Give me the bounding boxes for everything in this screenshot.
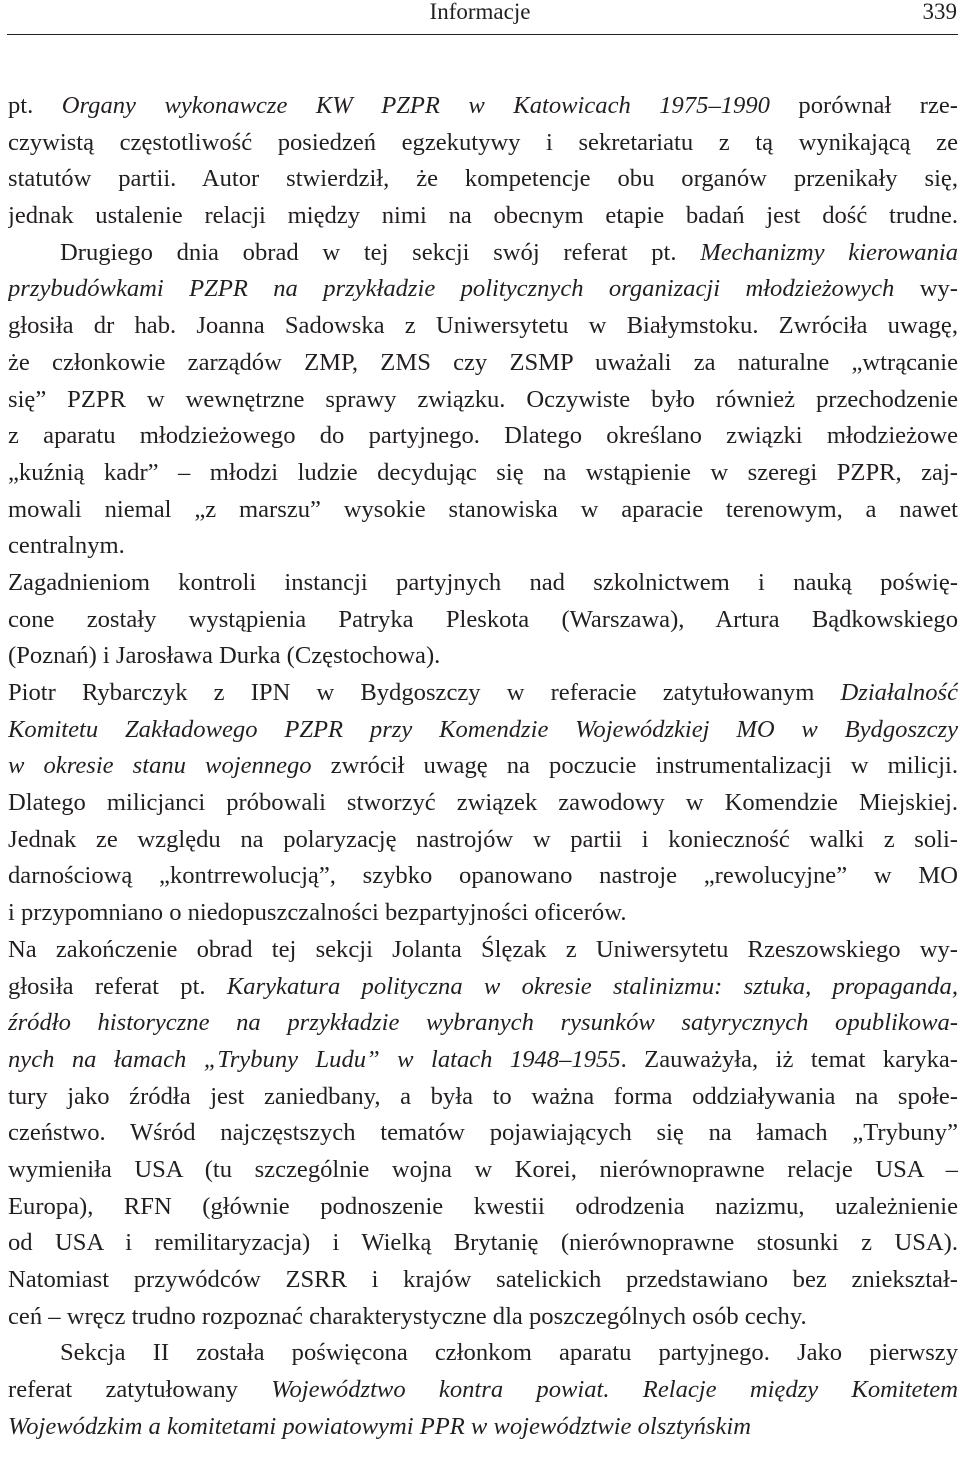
text-line bbox=[8, 822, 958, 859]
text-line bbox=[8, 1189, 958, 1226]
header-rule bbox=[7, 34, 958, 35]
italic-title-text: Działalność bbox=[840, 679, 958, 706]
text-run: pt. bbox=[8, 92, 62, 119]
italic-title-text: Komitetu Zakładowego PZPR przy Komendzie Wojewódzkiej MO w Bydgoszczy bbox=[8, 715, 958, 743]
text-run: i przypomniano o niedopuszczalności bezpartyjności oficerów. bbox=[8, 899, 627, 927]
text-run: wymieniła USA (tu szczególnie wojna w Korei, nierównoprawne relacje USA – bbox=[8, 1155, 958, 1183]
italic-title-text: Mechanizmy kierowania bbox=[700, 238, 958, 266]
text-run: zwrócił uwagę na poczucie instrumentalizacji w milicji. bbox=[311, 752, 958, 780]
text-line bbox=[8, 1262, 958, 1299]
body-text bbox=[8, 88, 958, 1445]
text-run: ceń – wręcz trudno rozpoznać charakterystyczne dla poszczególnych osób cechy. bbox=[8, 1302, 807, 1330]
text-run: głosiła dr hab. Joanna Sadowska z Uniwersytetu w Białymstoku. Zwróciła uwagę, bbox=[8, 312, 958, 340]
text-line bbox=[8, 602, 958, 639]
text-run: wy- bbox=[894, 275, 958, 303]
text-line bbox=[8, 382, 958, 419]
text-run: Europa), RFN (głównie podnoszenie kwestii odrodzenia nazizmu, uzależnienie bbox=[8, 1192, 958, 1220]
text-run: Sekcja II została poświęcona członkom aparatu partyjnego. Jako pierwszy bbox=[60, 1339, 958, 1367]
text-run: że członkowie zarządów ZMP, ZMS czy ZSMP uważali za naturalne „wtrącanie bbox=[8, 348, 958, 376]
text-run: centralnym. bbox=[8, 532, 125, 560]
text-line bbox=[8, 748, 958, 785]
text-run: Piotr Rybarczyk z IPN w Bydgoszczy w referacie zatytułowanym bbox=[8, 679, 841, 706]
italic-title-text: Organy wykonawcze KW PZPR w Katowicach 1975–1990 bbox=[61, 92, 770, 119]
text-run: statutów partii. Autor stwierdził, że kompetencje obu organów przenikały się, bbox=[8, 165, 958, 193]
text-line bbox=[8, 271, 958, 308]
text-line bbox=[8, 1115, 958, 1152]
text-line bbox=[8, 565, 958, 602]
text-run: (Poznań) i Jarosława Durka (Częstochowa). bbox=[8, 642, 441, 670]
text-line bbox=[8, 638, 958, 675]
text-line bbox=[8, 932, 958, 969]
text-line bbox=[8, 455, 958, 492]
text-run: Zagadnieniom kontroli instancji partyjnych nad szkolnictwem i nauką poświę- bbox=[8, 568, 958, 596]
text-run: czywistą częstotliwość posiedzeń egzekutywy i sekretariatu z tą wynikającą ze bbox=[8, 128, 958, 156]
text-run: od USA i remilitaryzacja) i Wielką Brytanię (nierównoprawne stosunki z USA). bbox=[8, 1229, 958, 1257]
text-line bbox=[8, 858, 958, 895]
text-run: . Zauważyła, iż temat karyka- bbox=[620, 1045, 958, 1073]
text-line bbox=[8, 1042, 958, 1079]
text-run: głosiła referat pt. bbox=[8, 972, 227, 1000]
text-line bbox=[8, 675, 958, 712]
text-line bbox=[8, 492, 958, 529]
text-line bbox=[8, 969, 958, 1006]
page-number: 339 bbox=[922, 0, 957, 24]
text-line bbox=[8, 1409, 958, 1446]
text-run: Dlatego milicjanci próbowali stworzyć związek zawodowy w Komendzie Miejskiej. bbox=[8, 789, 958, 817]
text-line bbox=[8, 1152, 958, 1189]
text-line bbox=[8, 1079, 958, 1116]
running-title: Informacje bbox=[429, 0, 531, 24]
text-run: tury jako źródła jest zaniedbany, a była to ważna forma oddziaływania na społe- bbox=[8, 1082, 958, 1110]
text-line bbox=[8, 1005, 958, 1042]
text-run: Drugiego dnia obrad w tej sekcji swój referat pt. bbox=[60, 238, 701, 266]
text-line bbox=[8, 308, 958, 345]
text-line bbox=[8, 235, 958, 272]
text-line bbox=[8, 1335, 958, 1372]
text-run: się” PZPR w wewnętrzne sprawy związku. Oczywiste było również przechodzenie bbox=[8, 385, 958, 413]
text-line bbox=[8, 418, 958, 455]
text-line bbox=[8, 1299, 958, 1336]
text-line bbox=[8, 712, 958, 749]
text-run: z aparatu młodzieżowego do partyjnego. Dlatego określano związki młodzieżowe bbox=[8, 422, 958, 450]
text-line bbox=[8, 528, 958, 565]
text-run: Natomiast przywódców ZSRR i krajów satelickich przedstawiano bez zniekształ- bbox=[8, 1266, 958, 1293]
text-line bbox=[8, 1225, 958, 1262]
text-run: referat zatytułowany bbox=[8, 1376, 272, 1404]
text-line bbox=[8, 88, 958, 125]
italic-title-text: nych na łamach „Trybuny Ludu” w latach 1948–1955 bbox=[8, 1045, 621, 1073]
text-line bbox=[8, 161, 958, 198]
italic-title-text: Województwo kontra powiat. Relacje między Komitetem bbox=[271, 1376, 958, 1404]
text-run: jednak ustalenie relacji między nimi na obecnym etapie badań jest dość trudne. bbox=[8, 202, 958, 230]
italic-title-text: źródło historyczne na przykładzie wybranych rysunków satyrycznych opublikowa- bbox=[8, 1009, 958, 1037]
text-run: cone zostały wystąpienia Patryka Pleskota (Warszawa), Artura Bądkowskiego bbox=[8, 605, 958, 633]
italic-title-text: Karykatura polityczna w okresie stalinizmu: sztuka, propaganda, bbox=[226, 972, 958, 1000]
text-line bbox=[8, 1372, 958, 1409]
running-header bbox=[0, 0, 960, 36]
text-run: czeństwo. Wśród najczęstszych tematów pojawiających się na łamach „Trybuny” bbox=[8, 1119, 958, 1147]
text-line bbox=[8, 125, 958, 162]
text-run: „kuźnią kadr” – młodzi ludzie decydując się na wstąpienie w szeregi PZPR, zaj- bbox=[8, 458, 958, 486]
italic-title-text: przybudówkami PZPR na przykładzie politycznych organizacji młodzieżowych bbox=[8, 275, 895, 303]
text-line bbox=[8, 895, 958, 932]
italic-title-text: Wojewódzkim a komitetami powiatowymi PPR w województwie olsztyńskim bbox=[8, 1412, 752, 1440]
text-run: mowali niemal „z marszu” wysokie stanowiska w aparacie terenowym, a nawet bbox=[8, 495, 958, 523]
italic-title-text: w okresie stanu wojennego bbox=[8, 752, 312, 780]
text-run: Jednak ze względu na polaryzację nastrojów w partii i konieczność walki z soli- bbox=[8, 825, 958, 853]
text-line bbox=[8, 198, 958, 235]
text-run: porównał rze- bbox=[769, 92, 958, 119]
text-run: darnościową „kontrrewolucją”, szybko opanowano nastroje „rewolucyjne” w MO bbox=[8, 862, 958, 890]
text-run: Na zakończenie obrad tej sekcji Jolanta Ślęzak z Uniwersytetu Rzeszowskiego wy- bbox=[8, 935, 958, 963]
text-line bbox=[8, 345, 958, 382]
text-line bbox=[8, 785, 958, 822]
